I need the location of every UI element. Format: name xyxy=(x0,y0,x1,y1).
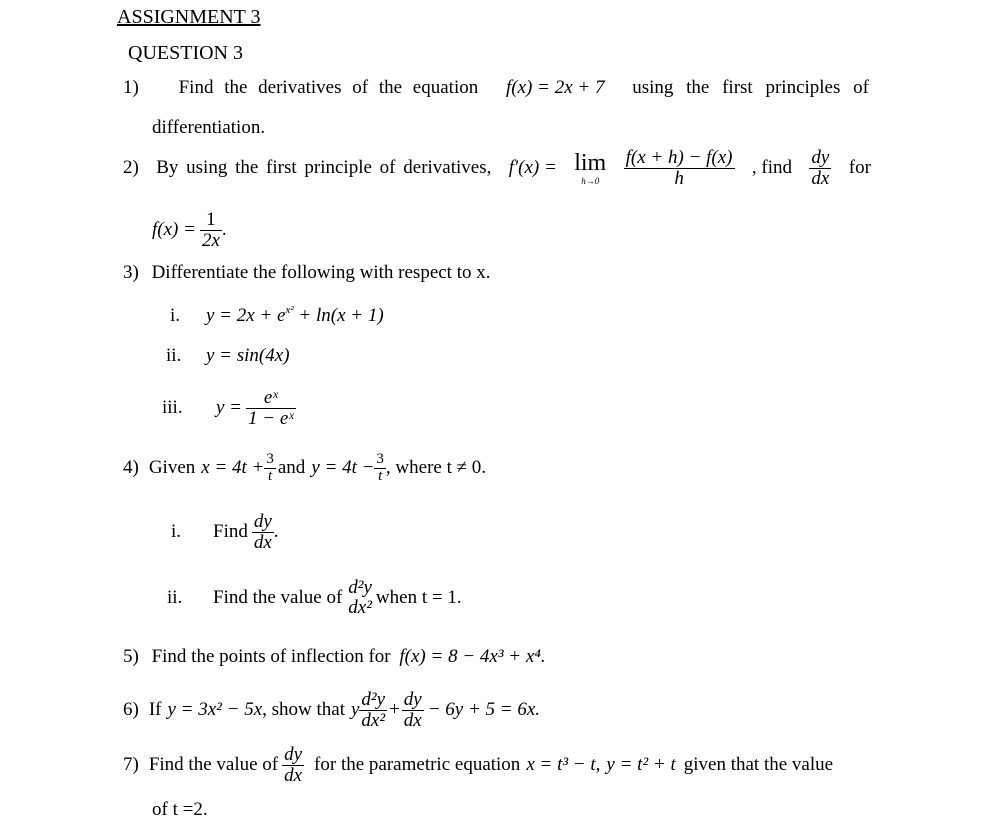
q4-find: Find xyxy=(213,521,248,543)
q3-roman-iii: iii. xyxy=(162,397,183,419)
q7-dx: dx xyxy=(284,764,303,786)
q3-item-iii xyxy=(162,388,296,429)
question-title: QUESTION 3 xyxy=(128,42,243,64)
q7-dydx xyxy=(282,745,304,786)
q6-line xyxy=(123,690,540,731)
q4-item-i xyxy=(171,512,279,553)
q4-x-frac xyxy=(264,452,276,485)
q4-dydx xyxy=(252,512,274,553)
q6-dx2: dx² xyxy=(361,709,386,731)
q4-line xyxy=(123,452,486,485)
q3-text: Differentiate the following with respect to x. xyxy=(151,262,491,283)
q6-rest: − 6y + 5 = 6x. xyxy=(427,699,541,721)
q4-find-value: Find the value of xyxy=(213,586,343,608)
q2-find: , find xyxy=(751,157,793,179)
q2-text-before: By using the first principle of derivatives, xyxy=(156,157,492,179)
q4-end-ii: when t = 1. xyxy=(375,586,462,608)
q3-roman-ii: ii. xyxy=(166,345,182,366)
q4-y-frac-num: 3 xyxy=(376,451,384,467)
q7-line1 xyxy=(123,745,870,786)
q4-and: and xyxy=(277,457,306,479)
q5-expr: f(x) = 8 − 4x³ + x⁴. xyxy=(399,646,546,667)
q6-show: , show that xyxy=(262,699,345,721)
q2-fx-line xyxy=(152,210,227,251)
q3-expr-i: $y = 2x + e^{x^2} + \ln(x + 1)$ xyxy=(206,304,384,326)
q4-given: Given xyxy=(148,457,196,479)
q1-line1 xyxy=(123,77,869,99)
q7-text3: given that the value xyxy=(683,754,834,776)
q7-eq2: y = t² + t xyxy=(606,754,676,776)
q4-roman-ii: ii. xyxy=(167,586,183,608)
q2-fx-end: . xyxy=(221,219,227,241)
q7-text: Find the value of xyxy=(148,754,279,776)
q4-number: 4) xyxy=(123,457,139,479)
q6-y: y xyxy=(350,699,360,721)
q2-fx-num: 1 xyxy=(206,209,216,230)
q3-frac-iii xyxy=(246,388,296,429)
q2-fx-den: 2x xyxy=(201,229,220,251)
q6-plus: + xyxy=(389,699,400,721)
q5-text: Find the points of inflection for xyxy=(151,646,391,667)
q4-x-expr: x = 4t + xyxy=(201,457,265,479)
q2-line1 xyxy=(123,148,871,189)
q7-line2: of t =2. xyxy=(152,799,208,820)
q2-dy: dy xyxy=(811,147,830,168)
lim-subscript: h→0 xyxy=(581,175,600,186)
q4-d2y: d²y xyxy=(348,577,372,598)
q6-if: If xyxy=(148,699,162,721)
q6-dx: dx xyxy=(403,709,422,731)
q3-line xyxy=(123,262,491,284)
q4-where: , where t ≠ 0. xyxy=(385,457,487,479)
q4-y-frac xyxy=(374,452,386,485)
q6-number: 6) xyxy=(123,699,139,721)
q4-item-ii xyxy=(167,578,462,618)
q2-dydx xyxy=(809,148,831,189)
q3-expr-ii: y = sin(4x) xyxy=(206,345,290,366)
q4-dx2: dx² xyxy=(348,596,372,618)
q4-x-frac-den: t xyxy=(264,468,276,485)
q6-d2ydx2 xyxy=(359,690,387,731)
q2-fprime: f'(x) = xyxy=(508,157,557,179)
q7-eq1: x = t³ − t, xyxy=(526,754,601,776)
q6-dy: dy xyxy=(403,689,422,710)
q2-dx: dx xyxy=(811,167,830,189)
q4-dx: dx xyxy=(253,531,272,553)
q6-dydx xyxy=(402,690,424,731)
q6-expr: y = 3x² − 5x xyxy=(167,699,263,721)
assignment-title: ASSIGNMENT 3 xyxy=(117,6,261,28)
q2-fx-frac xyxy=(200,210,222,251)
q4-y-expr: y = 4t − xyxy=(311,457,375,479)
q1-text-before: Find the derivatives of the equation xyxy=(178,77,479,98)
q7-dy: dy xyxy=(284,744,303,765)
q4-y-frac-den: t xyxy=(374,468,386,485)
q1-line2: differentiation. xyxy=(152,117,266,138)
q3-den-iii: 1 − eˣ xyxy=(248,407,294,429)
q2-limit xyxy=(574,151,606,186)
q3-number: 3) xyxy=(123,262,139,283)
q2-number: 2) xyxy=(123,157,139,179)
q3-item-ii xyxy=(166,345,290,367)
q5-number: 5) xyxy=(123,646,139,667)
q4-dy: dy xyxy=(253,511,272,532)
q2-numerator: f(x + h) − f(x) xyxy=(625,147,733,168)
q2-fx-lhs: f(x) = xyxy=(152,219,196,241)
q4-end-i: . xyxy=(273,521,279,543)
lim-text: lim xyxy=(574,149,607,176)
q3-lhs-iii: y = xyxy=(216,397,243,419)
q5-line xyxy=(123,646,546,668)
q7-text2: for the parametric equation xyxy=(314,754,521,776)
q6-d2y: d²y xyxy=(361,689,386,710)
q3-item-i xyxy=(170,305,384,327)
q4-roman-i: i. xyxy=(171,521,182,543)
q1-number: 1) xyxy=(123,77,139,98)
q4-x-frac-num: 3 xyxy=(266,451,274,467)
q1-equation: f(x) = 2x + 7 xyxy=(506,77,605,98)
q3-roman-i: i. xyxy=(170,305,181,326)
q4-d2ydx2 xyxy=(346,578,374,618)
q2-denominator: h xyxy=(624,168,735,189)
q7-number: 7) xyxy=(123,754,139,776)
q1-text-after: using the first principles of xyxy=(632,77,869,98)
q3-num-iii: eˣ xyxy=(263,387,278,408)
q2-for: for xyxy=(848,157,871,179)
q2-difference-quotient xyxy=(624,148,735,189)
